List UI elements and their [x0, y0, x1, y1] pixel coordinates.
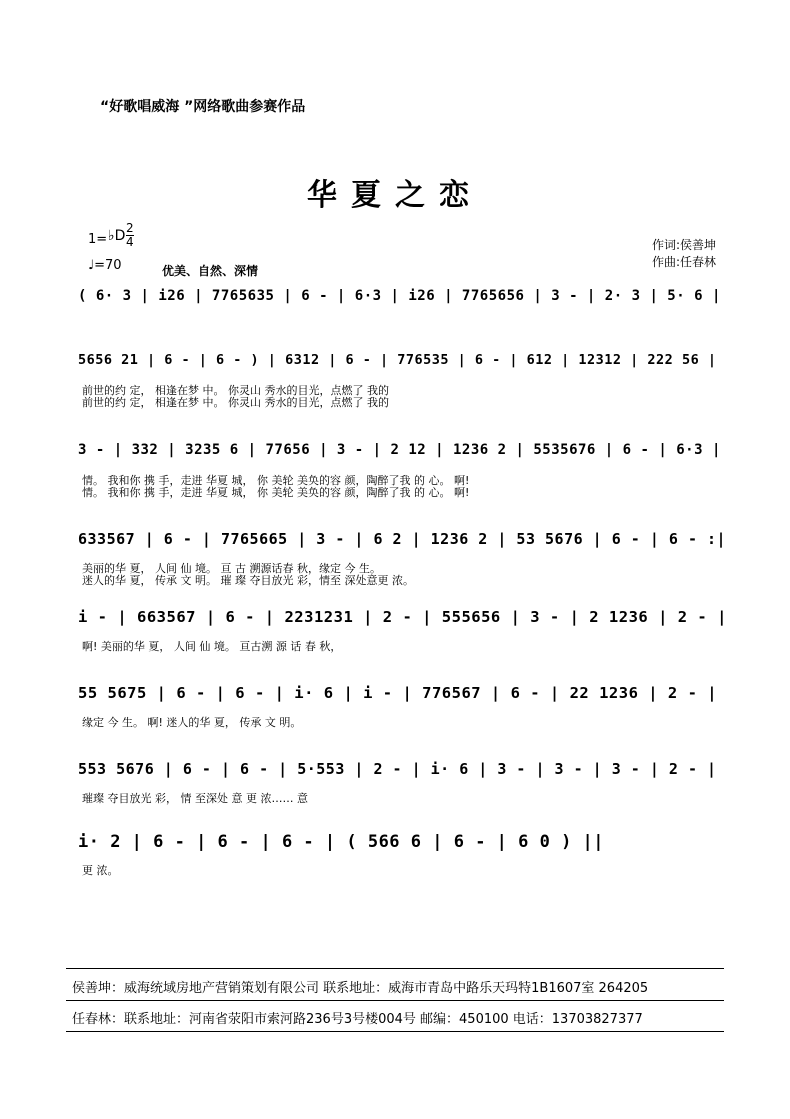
lyric-line: 前世的约 定， 相逢在梦 中。 你灵山 秀水的目光，点燃了 我的: [82, 396, 389, 409]
lyric-line: 情。 我和你 携 手，走进 华夏 城， 你 美轮 美奂的容 颜，陶醉了我 的 心。 啊!: [82, 486, 470, 499]
notation-line: i· 2 | 6 - | 6 - | 6 - | ( 566 6 | 6 - | 6 0 ) ||: [78, 832, 605, 852]
composer-credit: 作曲:任春林: [652, 255, 717, 269]
lyric-line: 情。 我和你 携 手，走进 华夏 城， 你 美轮 美奂的容 颜，陶醉了我 的 心。 啊!: [82, 474, 470, 487]
footer-rule-bottom: [66, 1031, 724, 1032]
expression-marking: 优美、自然、深情: [162, 264, 259, 278]
notation-line: i - | 663567 | 6 - | 2231231 | 2 - | 555656 | 3 - | 2 1236 | 2 - |: [78, 608, 727, 626]
tempo-marking: ♩=70: [88, 258, 122, 273]
time-signature: [126, 222, 134, 249]
subtitle: “好歌唱威海 ”网络歌曲参赛作品: [100, 99, 306, 115]
footer-line-composer: 任春林：联系地址：河南省荥阳市索河路236号3号楼004号 邮编：450100 电话：13703827377: [72, 1012, 643, 1027]
notation-line: 633567 | 6 - | 7765665 | 3 - | 6 2 | 1236 2 | 53 5676 | 6 - | 6 - :|: [78, 530, 727, 548]
key-signature-prefix: 1=: [88, 232, 108, 247]
notation-line: 553 5676 | 6 - | 6 - | 5·553 | 2 - | i· 6 | 3 - | 3 - | 3 - | 2 - |: [78, 760, 717, 778]
lyric-line: 前世的约 定， 相逢在梦 中。 你灵山 秀水的目光，点燃了 我的: [82, 384, 389, 397]
notation-line: 5656 21 | 6 - | 6 - ) | 6312 | 6 - | 776535 | 6 - | 612 | 12312 | 222 56 |: [78, 352, 717, 368]
notation-line: 3 - | 332 | 3235 6 | 77656 | 3 - | 2 12 | 1236 2 | 5535676 | 6 - | 6·3 |: [78, 442, 721, 458]
meter-top: 2: [126, 221, 134, 235]
key-signature-note: ♭D: [108, 228, 126, 244]
footer-rule-middle: [66, 1000, 724, 1001]
footer-line-lyricist: 侯善坤：威海统域房地产营销策划有限公司 联系地址：威海市青岛中路乐天玛特1B1607室 264205: [72, 981, 649, 996]
notation-line: ( 6· 3 | i26 | 7765635 | 6 - | 6·3 | i26 | 7765656 | 3 - | 2· 3 | 5· 6 |: [78, 288, 721, 304]
lyric-line: 更 浓。: [82, 864, 119, 877]
footer-rule-top: [66, 968, 724, 969]
lyric-line: 美丽的华 夏， 人间 仙 境。 亘 古 溯源话春 秋，缘定 今 生。: [82, 562, 381, 575]
lyric-line: 迷人的华 夏， 传承 文 明。 璀 璨 夺目放光 彩，情至 深处意更 浓。: [82, 574, 414, 587]
lyric-line: 啊! 美丽的华 夏， 人间 仙 境。 亘古溯 源 话 春 秋，: [82, 640, 342, 653]
notation-line: 55 5675 | 6 - | 6 - | i· 6 | i - | 776567 | 6 - | 22 1236 | 2 - |: [78, 684, 718, 702]
lyric-line: 璀璨 夺目放光 彩， 情 至深处 意 更 浓…… 意: [82, 792, 308, 805]
meter-bottom: 4: [126, 235, 134, 249]
song-title: 华夏之恋: [307, 178, 483, 213]
lyric-line: 缘定 今 生。 啊! 迷人的华 夏， 传承 文 明。: [82, 716, 302, 729]
lyricist-credit: 作词:侯善坤: [652, 238, 717, 252]
